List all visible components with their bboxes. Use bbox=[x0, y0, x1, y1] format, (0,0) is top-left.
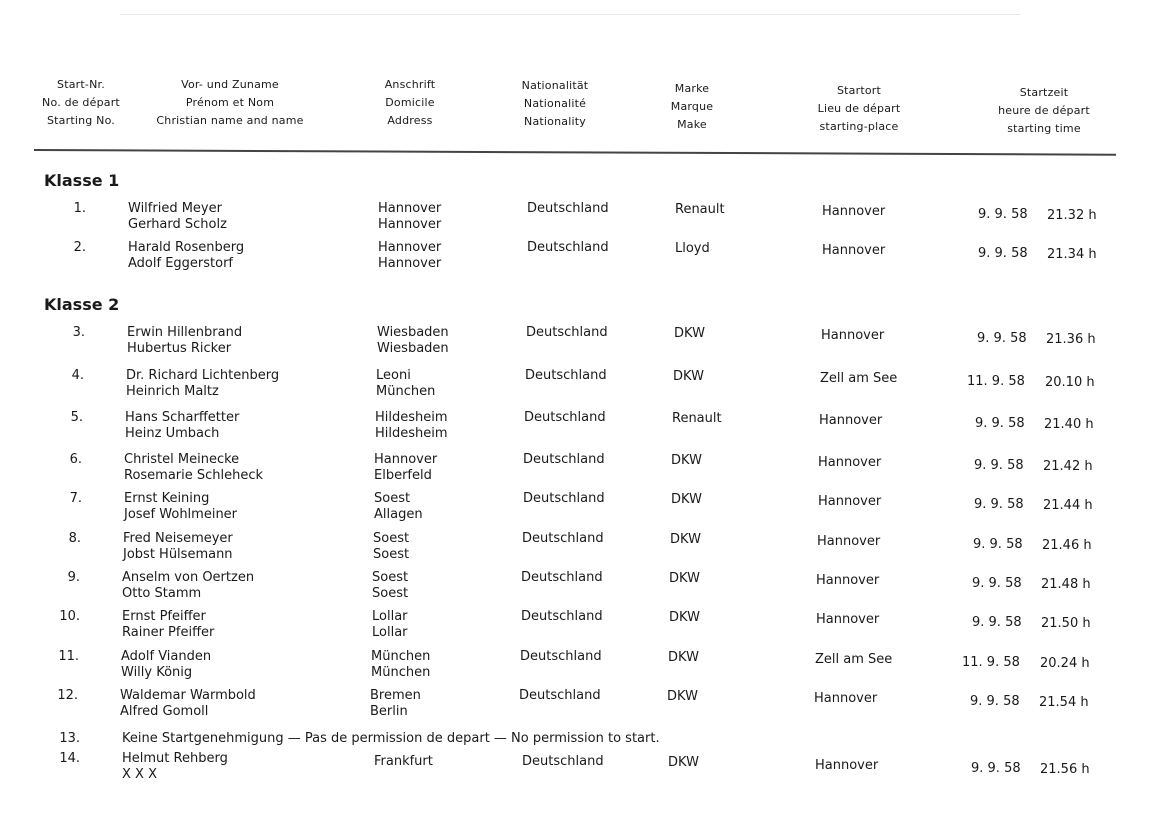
header-text: Make bbox=[677, 118, 707, 131]
starting-place: Hannover bbox=[822, 204, 886, 219]
start-number: 14. bbox=[59, 751, 80, 766]
address-line: Soest bbox=[373, 547, 410, 562]
driver-names bbox=[128, 240, 244, 272]
start-date: 11. 9. 58 bbox=[962, 655, 1020, 670]
make: DKW bbox=[669, 610, 700, 625]
table-row bbox=[0, 531, 1175, 571]
address-line: Hildesheim bbox=[375, 410, 448, 425]
driver-names bbox=[121, 649, 211, 681]
header-text: Nationality bbox=[524, 115, 586, 128]
driver-names bbox=[122, 609, 214, 641]
starting-place: Hannover bbox=[818, 455, 882, 470]
starting-place: Zell am See bbox=[815, 652, 893, 667]
column-header bbox=[0, 76, 1175, 146]
start-time: 21.46 h bbox=[1042, 538, 1092, 553]
address bbox=[374, 452, 437, 484]
nationality: Deutschland bbox=[521, 570, 603, 585]
starting-place: Hannover bbox=[817, 534, 881, 549]
header-name bbox=[140, 76, 320, 130]
driver-name: Harald Rosenberg bbox=[128, 240, 245, 255]
nationality: Deutschland bbox=[519, 688, 601, 703]
starting-place: Hannover bbox=[822, 243, 886, 258]
address bbox=[376, 368, 435, 400]
address bbox=[372, 570, 408, 602]
table-row bbox=[0, 410, 1175, 450]
start-date: 9. 9. 58 bbox=[977, 331, 1027, 346]
driver-name: Waldemar Warmbold bbox=[120, 688, 256, 703]
nationality: Deutschland bbox=[525, 368, 607, 383]
start-number: 7. bbox=[69, 491, 82, 506]
start-number: 6. bbox=[69, 452, 82, 467]
header-text: Marke bbox=[674, 82, 710, 95]
start-number: 12. bbox=[57, 688, 78, 703]
start-number: 4. bbox=[71, 368, 84, 383]
start-time: 20.24 h bbox=[1040, 656, 1090, 671]
address-line: München bbox=[371, 649, 431, 664]
make: Renault bbox=[675, 202, 725, 217]
table-row bbox=[0, 570, 1175, 610]
start-time: 21.36 h bbox=[1046, 332, 1096, 347]
start-date: 9. 9. 58 bbox=[970, 694, 1020, 709]
start-date: 9. 9. 58 bbox=[974, 497, 1024, 512]
driver-name: Jobst Hülsemann bbox=[123, 547, 233, 562]
make: Renault bbox=[672, 411, 722, 426]
address bbox=[373, 531, 409, 563]
header-text: heure de départ bbox=[998, 104, 1090, 117]
nationality: Deutschland bbox=[527, 240, 609, 255]
make: DKW bbox=[667, 689, 698, 704]
start-number: 13. bbox=[59, 731, 80, 746]
header-nationality bbox=[510, 77, 600, 131]
header-start-nr bbox=[34, 76, 128, 130]
driver-name: Alfred Gomoll bbox=[120, 704, 209, 719]
driver-name: Fred Neisemeyer bbox=[123, 531, 233, 546]
address-line: Soest bbox=[372, 586, 409, 601]
start-number: 2. bbox=[73, 240, 86, 255]
nationality: Deutschland bbox=[520, 649, 602, 664]
driver-name: Heinz Umbach bbox=[125, 426, 220, 441]
start-time: 21.44 h bbox=[1043, 498, 1093, 513]
start-date: 9. 9. 58 bbox=[975, 416, 1025, 431]
table-row bbox=[0, 609, 1175, 649]
nationality: Deutschland bbox=[527, 201, 609, 216]
address-line: Hannover bbox=[378, 201, 442, 216]
starting-place: Hannover bbox=[819, 413, 883, 428]
start-date: 9. 9. 58 bbox=[972, 576, 1022, 591]
start-time: 21.32 h bbox=[1047, 208, 1097, 223]
driver-name: X X X bbox=[122, 767, 157, 782]
header-text: Christian name and name bbox=[156, 114, 304, 127]
header-text: Domicile bbox=[385, 96, 435, 109]
address bbox=[377, 325, 449, 357]
driver-name: Hubertus Ricker bbox=[127, 341, 232, 356]
table-row bbox=[0, 649, 1175, 689]
address-line: Hannover bbox=[378, 256, 442, 271]
driver-name: Anselm von Oertzen bbox=[122, 570, 255, 585]
make: DKW bbox=[673, 369, 704, 384]
starting-place: Hannover bbox=[814, 691, 878, 706]
address-line: Elberfeld bbox=[374, 468, 432, 483]
start-number: 11. bbox=[58, 649, 79, 664]
start-date: 9. 9. 58 bbox=[972, 615, 1022, 630]
nationality: Deutschland bbox=[521, 609, 603, 624]
header-text: Starting No. bbox=[46, 114, 116, 127]
driver-name: Dr. Richard Lichtenberg bbox=[126, 368, 280, 383]
table-row bbox=[0, 491, 1175, 531]
start-number: 5. bbox=[70, 410, 83, 425]
header-text: Startzeit bbox=[1019, 86, 1069, 99]
nationality: Deutschland bbox=[522, 754, 604, 769]
nationality: Deutschland bbox=[526, 325, 608, 340]
driver-name: Otto Stamm bbox=[122, 586, 202, 601]
starting-place: Hannover bbox=[821, 328, 885, 343]
nationality: Deutschland bbox=[523, 491, 605, 506]
address bbox=[378, 201, 441, 233]
driver-name: Ernst Pfeiffer bbox=[122, 609, 206, 624]
driver-names bbox=[124, 491, 237, 523]
header-make bbox=[652, 80, 732, 134]
start-number: 1. bbox=[73, 201, 86, 216]
driver-names bbox=[128, 201, 227, 233]
header-text: Marque bbox=[670, 100, 714, 113]
header-text: starting-place bbox=[819, 120, 899, 133]
header-text: No. de départ bbox=[42, 96, 120, 109]
start-date: 9. 9. 58 bbox=[974, 458, 1024, 473]
start-time: 21.54 h bbox=[1039, 695, 1089, 710]
top-edge-line bbox=[120, 14, 1020, 15]
address-line: Wiesbaden bbox=[377, 325, 449, 340]
address-line: Soest bbox=[374, 491, 411, 506]
klasse-1-heading: Klasse 1 bbox=[44, 171, 120, 190]
address-line: Soest bbox=[373, 531, 410, 546]
driver-name: Erwin Hillenbrand bbox=[127, 325, 243, 340]
address-line: Soest bbox=[372, 570, 409, 585]
nationality: Deutschland bbox=[524, 410, 606, 425]
address-line: Hannover bbox=[378, 217, 442, 232]
table-row-14 bbox=[0, 751, 1175, 791]
driver-names bbox=[122, 751, 228, 783]
address-line: Lollar bbox=[372, 609, 408, 624]
klasse-2-heading: Klasse 2 bbox=[44, 295, 120, 314]
driver-names bbox=[123, 531, 233, 563]
header-text: starting time bbox=[1007, 122, 1081, 135]
header-text: Prénom et Nom bbox=[185, 96, 275, 109]
header-place bbox=[800, 82, 918, 136]
driver-name: Hans Scharffetter bbox=[125, 410, 240, 425]
make: Lloyd bbox=[675, 241, 710, 256]
driver-names bbox=[126, 368, 279, 400]
make: DKW bbox=[670, 532, 701, 547]
table-row bbox=[0, 452, 1175, 492]
driver-name: Rainer Pfeiffer bbox=[122, 625, 215, 640]
driver-names bbox=[125, 410, 239, 442]
make: DKW bbox=[668, 755, 699, 770]
address bbox=[372, 609, 408, 641]
table-row bbox=[0, 325, 1175, 365]
address bbox=[374, 491, 423, 523]
start-time: 21.50 h bbox=[1041, 616, 1091, 631]
driver-names bbox=[122, 570, 254, 602]
driver-name: Helmut Rehberg bbox=[122, 751, 228, 766]
driver-names bbox=[124, 452, 263, 484]
address-line: Wiesbaden bbox=[377, 341, 449, 356]
start-number: 8. bbox=[68, 531, 81, 546]
table-row bbox=[0, 688, 1175, 728]
header-text: Start-Nr. bbox=[57, 78, 105, 91]
address-line: Hannover bbox=[374, 452, 438, 467]
driver-name: Heinrich Maltz bbox=[126, 384, 219, 399]
start-date: 9. 9. 58 bbox=[978, 207, 1028, 222]
nationality: Deutschland bbox=[523, 452, 605, 467]
driver-name: Christel Meinecke bbox=[124, 452, 240, 467]
driver-name: Adolf Eggerstorf bbox=[128, 256, 233, 271]
make: DKW bbox=[671, 453, 702, 468]
address bbox=[375, 410, 448, 442]
address-line: München bbox=[371, 665, 431, 680]
start-number: 9. bbox=[67, 570, 80, 585]
header-text: Startort bbox=[836, 84, 882, 97]
address-line: Berlin bbox=[370, 704, 408, 719]
header-text: Anschrift bbox=[384, 78, 436, 91]
address bbox=[371, 649, 430, 681]
header-time bbox=[984, 84, 1104, 138]
header-text: Address bbox=[387, 114, 433, 127]
start-time: 20.10 h bbox=[1045, 375, 1095, 390]
address-line: Bremen bbox=[370, 688, 421, 703]
starting-place: Hannover bbox=[818, 494, 882, 509]
header-text: Lieu de départ bbox=[817, 102, 901, 115]
driver-name: Josef Wohlmeiner bbox=[124, 507, 238, 522]
start-time: 21.40 h bbox=[1044, 417, 1094, 432]
driver-name: Wilfried Meyer bbox=[128, 201, 222, 216]
table-row bbox=[0, 368, 1175, 408]
table-row bbox=[0, 201, 1175, 241]
starting-place: Hannover bbox=[816, 573, 880, 588]
header-address bbox=[370, 76, 450, 130]
make: DKW bbox=[669, 571, 700, 586]
header-text: Vor- und Zuname bbox=[181, 78, 279, 91]
start-date: 9. 9. 58 bbox=[971, 761, 1021, 776]
driver-name: Rosemarie Schleheck bbox=[124, 468, 264, 483]
start-date: 9. 9. 58 bbox=[978, 246, 1028, 261]
address-line: Allagen bbox=[374, 507, 423, 522]
driver-name: Willy König bbox=[121, 665, 193, 680]
start-date: 9. 9. 58 bbox=[973, 537, 1023, 552]
driver-names bbox=[127, 325, 242, 357]
table-row bbox=[0, 240, 1175, 280]
start-date: 11. 9. 58 bbox=[967, 374, 1025, 389]
address-line: München bbox=[376, 384, 436, 399]
start-number: 10. bbox=[59, 609, 80, 624]
make: DKW bbox=[674, 326, 705, 341]
start-time: 21.42 h bbox=[1043, 459, 1093, 474]
make: DKW bbox=[668, 650, 699, 665]
starting-place: Hannover bbox=[815, 758, 879, 773]
address bbox=[378, 240, 441, 272]
header-divider bbox=[34, 149, 1116, 156]
start-time: 21.48 h bbox=[1041, 577, 1091, 592]
header-text: Nationalität bbox=[521, 79, 589, 92]
start-time: 21.56 h bbox=[1040, 762, 1090, 777]
starting-place: Hannover bbox=[816, 612, 880, 627]
address bbox=[370, 688, 421, 720]
driver-names bbox=[120, 688, 256, 720]
address-line: Hildesheim bbox=[375, 426, 448, 441]
starting-place: Zell am See bbox=[820, 371, 898, 386]
start-time: 21.34 h bbox=[1047, 247, 1097, 262]
driver-name: Gerhard Scholz bbox=[128, 217, 227, 232]
address-line: Hannover bbox=[378, 240, 442, 255]
address-line: Lollar bbox=[372, 625, 408, 640]
no-permission-note: Keine Startgenehmigung — Pas de permission de depart — No permission to start. bbox=[122, 731, 660, 746]
driver-name: Ernst Keining bbox=[124, 491, 210, 506]
address-line: Leoni bbox=[376, 368, 411, 383]
address: Frankfurt bbox=[374, 754, 433, 769]
make: DKW bbox=[671, 492, 702, 507]
driver-name: Adolf Vianden bbox=[121, 649, 212, 664]
header-text: Nationalité bbox=[523, 97, 587, 110]
nationality: Deutschland bbox=[522, 531, 604, 546]
start-number: 3. bbox=[72, 325, 85, 340]
